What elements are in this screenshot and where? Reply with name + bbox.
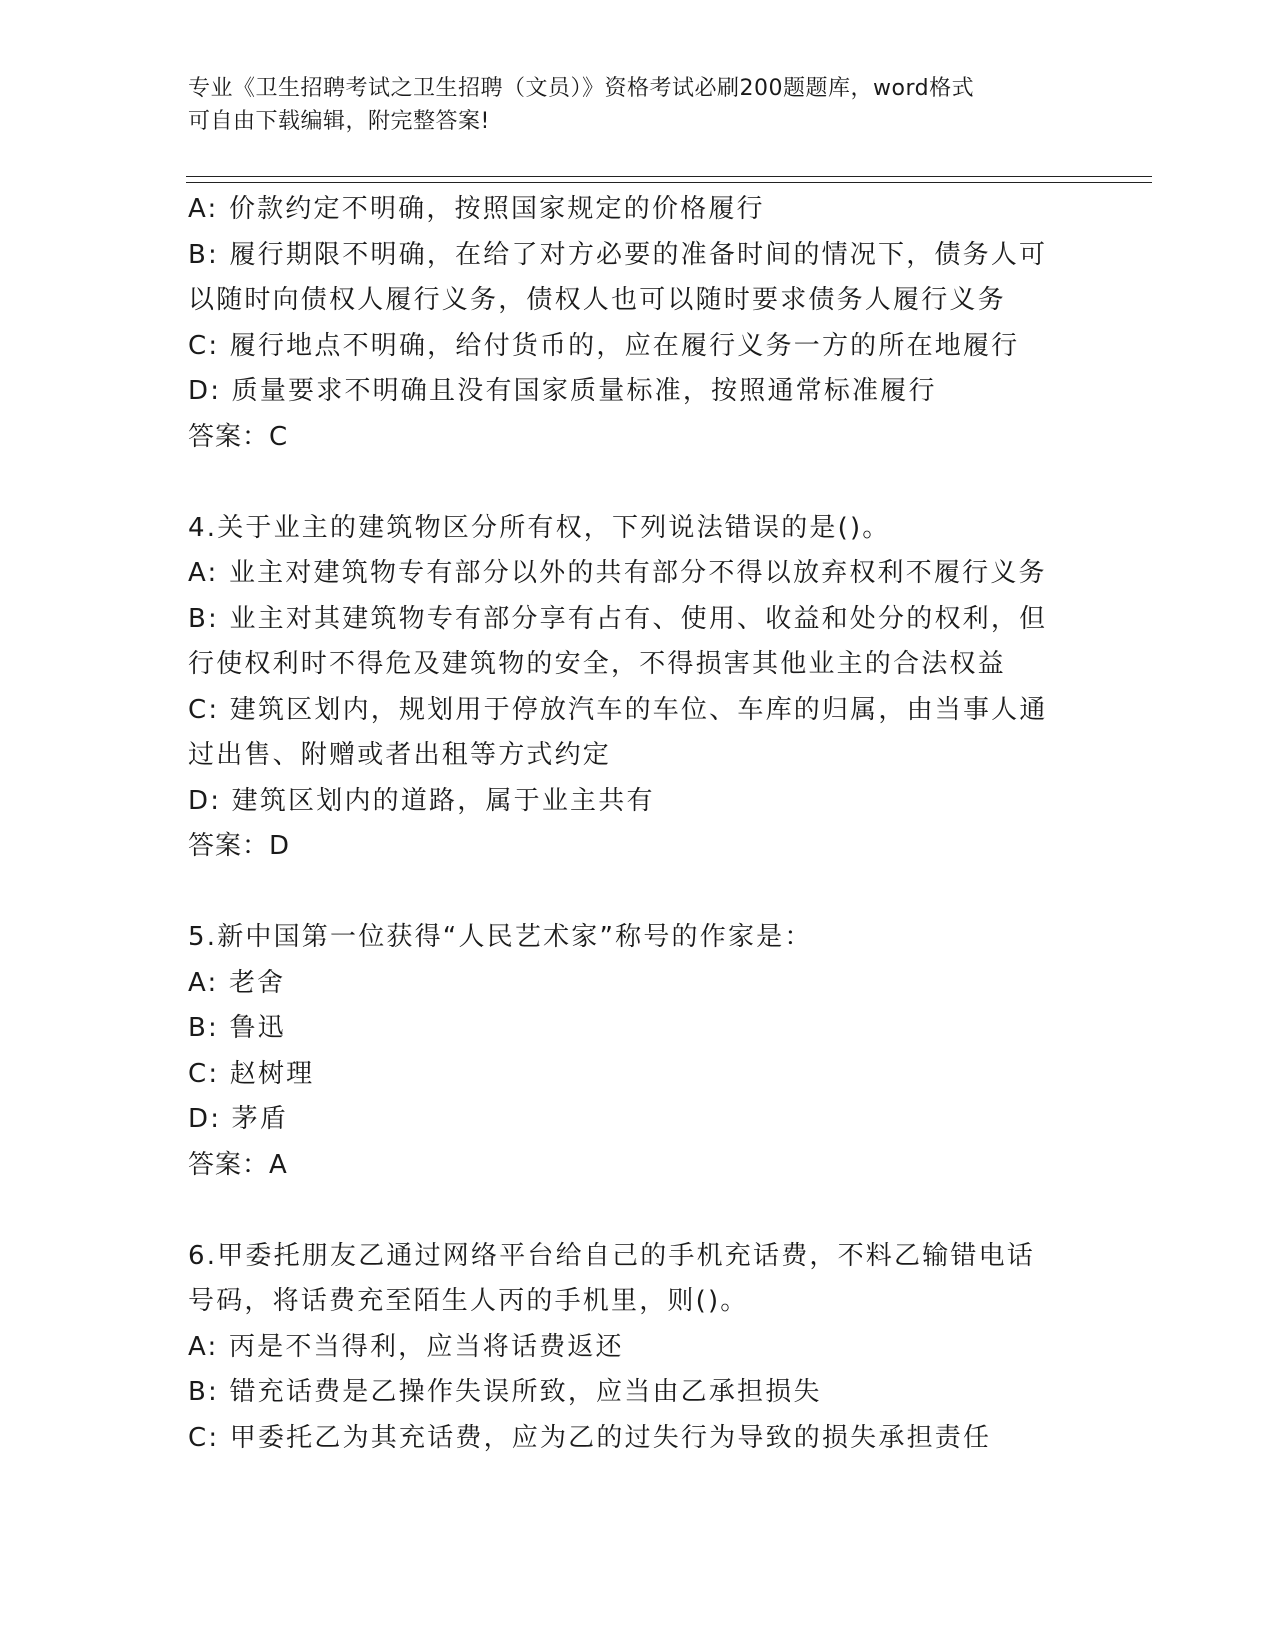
q4-option-b-line-1: B: 业主对其建筑物专有部分享有占有、使用、收益和处分的权利，但 xyxy=(188,603,1048,634)
document-header xyxy=(188,72,1068,138)
q6-question-line-2: 号码，将话费充至陌生人丙的手机里，则()。 xyxy=(188,1286,749,1316)
q3-option-b-line-2: 以随时向债权人履行义务，债权人也可以随时要求债务人履行义务 xyxy=(188,285,1006,315)
q6-option-a: A: 丙是不当得利，应当将话费返还 xyxy=(188,1331,624,1362)
q5-option-a: A: 老舍 xyxy=(188,967,286,998)
q3-answer: 答案：C xyxy=(188,421,289,452)
spacer xyxy=(188,1188,1088,1234)
q5-question: 5.新中国第一位获得“人民艺术家”称号的作家是： xyxy=(188,922,813,952)
q5-option-c: C: 赵树理 xyxy=(188,1058,315,1089)
q3-option-c: C: 履行地点不明确，给付货币的，应在履行义务一方的所在地履行 xyxy=(188,330,1020,361)
q3-option-a: A: 价款约定不明确，按照国家规定的价格履行 xyxy=(188,194,765,224)
q4-option-a: A: 业主对建筑物专有部分以外的共有部分不得以放弃权利不履行义务 xyxy=(188,558,1047,588)
q4-answer: 答案：D xyxy=(188,831,291,861)
q4-option-d: D: 建筑区划内的道路，属于业主共有 xyxy=(188,785,655,816)
question-5-block xyxy=(188,915,1088,1188)
q6-option-b: B: 错充话费是乙操作失误所致，应当由乙承担损失 xyxy=(188,1377,822,1407)
q4-option-c-line-2: 过出售、附赠或者出租等方式约定 xyxy=(188,740,612,770)
spacer xyxy=(188,460,1088,506)
q6-option-c: C: 甲委托乙为其充话费，应为乙的过失行为导致的损失承担责任 xyxy=(188,1422,992,1453)
spacer xyxy=(188,870,1088,916)
q5-answer: 答案：A xyxy=(188,1149,288,1180)
q4-option-b-line-2: 行使权利时不得危及建筑物的安全，不得损害其他业主的合法权益 xyxy=(188,649,1006,679)
header-divider-thick xyxy=(186,176,1152,177)
q6-question-line-1: 6.甲委托朋友乙通过网络平台给自己的手机充话费，不料乙输错电话 xyxy=(188,1240,1036,1271)
header-line-2: 可自由下载编辑，附完整答案! xyxy=(188,109,490,134)
q5-option-d: D: 茅盾 xyxy=(188,1104,289,1134)
q4-option-c-line-1: C: 建筑区划内，规划用于停放汽车的车位、车库的归属，由当事人通 xyxy=(188,694,1048,725)
q5-option-b: B: 鲁迅 xyxy=(188,1013,286,1043)
question-6-block xyxy=(188,1234,1088,1462)
question-content xyxy=(188,187,1088,1461)
q3-option-d: D: 质量要求不明确且没有国家质量标准，按照通常标准履行 xyxy=(188,376,937,406)
q3-option-b-line-1: B: 履行期限不明确，在给了对方必要的准备时间的情况下，债务人可 xyxy=(188,239,1048,270)
q4-question: 4.关于业主的建筑物区分所有权，下列说法错误的是()。 xyxy=(188,512,891,543)
question-4-block xyxy=(188,506,1088,870)
header-line-1: 专业《卫生招聘考试之卫生招聘（文员）》资格考试必刷200题题库，word格式 xyxy=(188,76,975,101)
question-3-block xyxy=(188,187,1088,460)
header-divider-thin xyxy=(186,182,1152,183)
